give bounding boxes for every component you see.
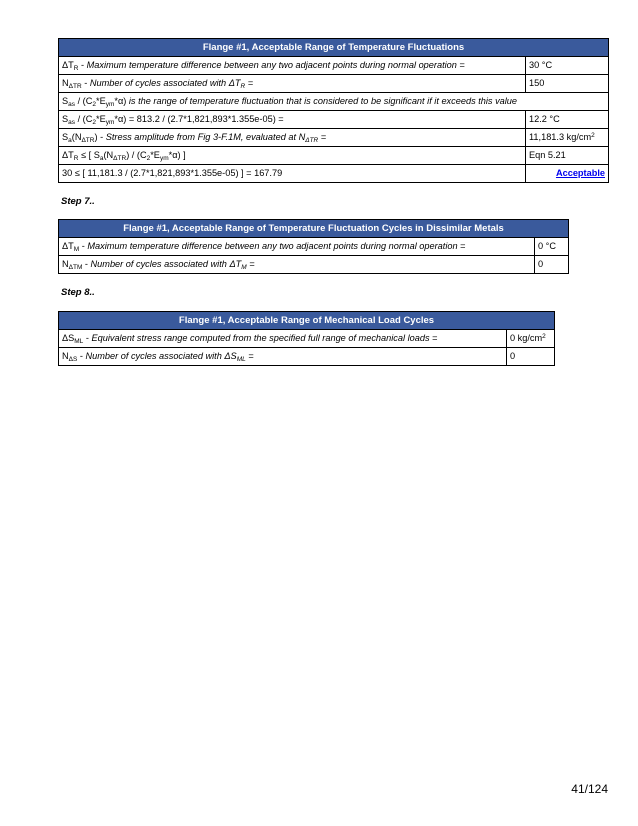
table-row (59, 238, 569, 256)
row-label: $\Delta T_R$ - Maximum temperature difference between any two adjacent points during normal operation = (59, 57, 526, 75)
table-header-row (59, 39, 609, 57)
row-label: $\Delta T_M$ - Maximum temperature difference between any two adjacent points during normal operation = (59, 238, 535, 256)
row-value: 0 °C (535, 238, 569, 256)
table-row (59, 147, 609, 165)
table-title: Flange #1, Acceptable Range of Temperature Fluctuation Cycles in Dissimilar Metals (59, 220, 569, 238)
row-value: 12.2 °C (526, 111, 609, 129)
step-7-label: Step 7.. (61, 196, 95, 207)
mechanical-load-cycles-table (58, 311, 555, 366)
row-label: 30 ≤ [ 11,181.3 / (2.7*1,821,893*1.355e-05) ] = 167.79 (59, 165, 526, 183)
row-label: $\Delta S_{ML}$ - Equivalent stress range computed from the specified full range of mechanical loads = (59, 330, 507, 348)
row-value: 0 (507, 348, 555, 366)
row-value: 11,181.3 $kg/cm^2$ (526, 129, 609, 147)
table-row (59, 111, 609, 129)
row-label: $N_{\Delta S}$ - Number of cycles associated with $\Delta S_{ML}$ = (59, 348, 507, 366)
row-label: $S_a(N_{\Delta TR})$ - Stress amplitude from Fig 3-F.1M, evaluated at $N_{\Delta TR}$ = (59, 129, 526, 147)
step-8-label: Step 8.. (61, 287, 95, 298)
row-value: 150 (526, 75, 609, 93)
table-header-row (59, 312, 555, 330)
table-row (59, 348, 555, 366)
acceptable-link[interactable]: Acceptable (555, 168, 605, 178)
table-title: Flange #1, Acceptable Range of Mechanical Load Cycles (59, 312, 555, 330)
table-row (59, 165, 609, 183)
table-row (59, 75, 609, 93)
table-header-row (59, 220, 569, 238)
table-row (59, 93, 609, 111)
page-number: 41/124 (571, 782, 608, 796)
table-row (59, 57, 609, 75)
row-value: Eqn 5.21 (526, 147, 609, 165)
dissimilar-metals-table (58, 219, 569, 274)
row-label: $S_{as} / (C_2*E_{ym}*\alpha)$ is the range of temperature fluctuation that is considered to be significant if it exceeds this value (59, 93, 609, 111)
temperature-fluctuations-table (58, 38, 609, 183)
row-label: $\Delta T_R$ ≤ [ $S_a(N_{\Delta TR}) / (C_2*E_{ym}*\alpha)$ ] (59, 147, 526, 165)
row-value (526, 165, 609, 183)
row-value: 0 $kg/cm^2$ (507, 330, 555, 348)
table-title: Flange #1, Acceptable Range of Temperature Fluctuations (59, 39, 609, 57)
row-value: 30 °C (526, 57, 609, 75)
table-row (59, 129, 609, 147)
table-row (59, 256, 569, 274)
row-label: $N_{\Delta TR}$ - Number of cycles associated with $\Delta T_R$ = (59, 75, 526, 93)
row-value: 0 (535, 256, 569, 274)
row-label: $S_{as} / (C_2*E_{ym}*\alpha) = 813.2 / (2.7*1,821,893*1.355e-05)$ = (59, 111, 526, 129)
table-row (59, 330, 555, 348)
row-label: $N_{\Delta TM}$ - Number of cycles associated with $\Delta T_M$ = (59, 256, 535, 274)
